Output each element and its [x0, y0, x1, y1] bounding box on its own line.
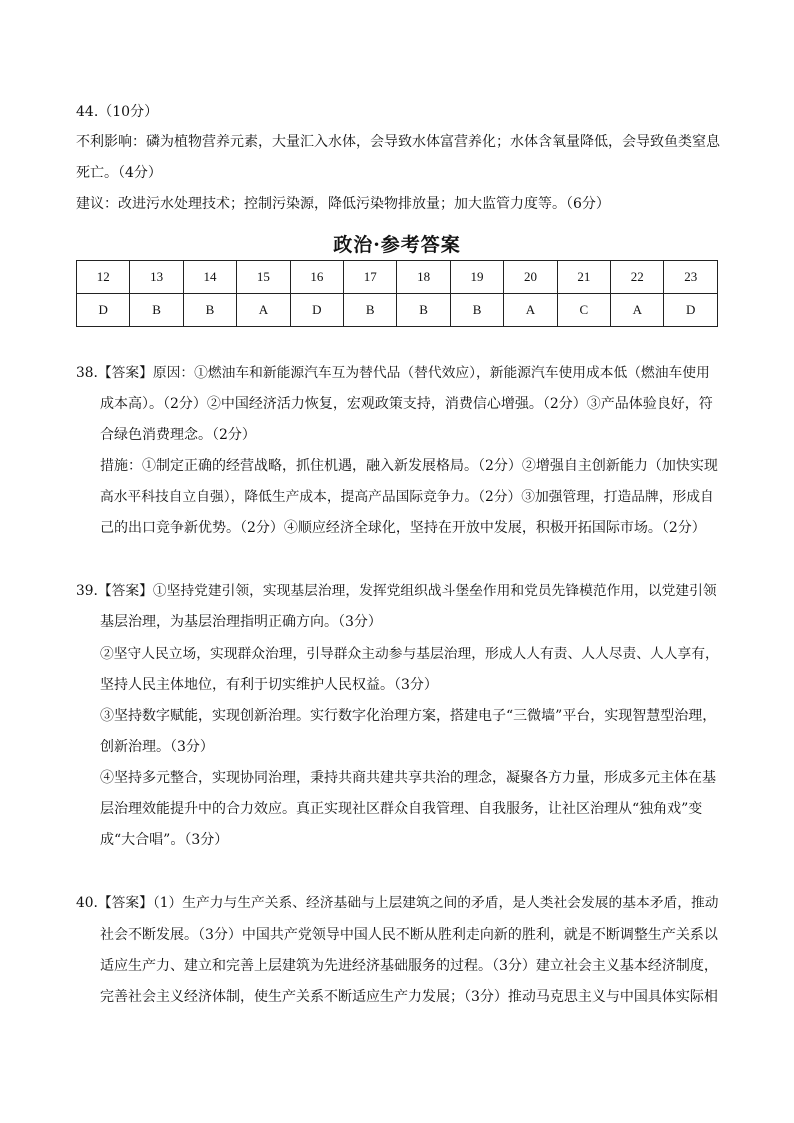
- answer-cell: C: [557, 294, 610, 327]
- q38-line-4: 措施：①制定正确的经营战略，抓住机遇，融入新发展格局。（2分）②增强自主创新能力（加快实现: [100, 458, 718, 474]
- answer-cell: D: [77, 294, 130, 327]
- q39-line-8: 层治理效能提升中的合力效应。真正实现社区群众自我管理、自我服务，让社区治理从“独角戏”变: [100, 801, 703, 817]
- q39-line-2: 基层治理，为基层治理指明正确方向。（3分）: [100, 614, 382, 630]
- q39-line-5: ③坚持数字赋能，实现创新治理。实行数字化治理方案，搭建电子“三微墙”平台，实现智慧型治理，: [100, 708, 717, 724]
- q40-line-4: 完善社会主义经济体制，使生产关系不断适应生产力发展；（3分）推动马克思主义与中国具体实际相: [100, 989, 718, 1005]
- q39-line-4: 坚持人民主体地位，有利于切实维护人民权益。（3分）: [100, 677, 438, 693]
- question-number-cell: 18: [397, 261, 450, 294]
- q39-line-1: 39.【答案】①坚持党建引领，实现基层治理，发挥党组织战斗堡垒作用和党员先锋模范作用，以党建引领: [76, 583, 717, 599]
- answer-cell: B: [130, 294, 183, 327]
- q38-line-3: 合绿色消费理念。（2分）: [100, 427, 256, 443]
- q44-line-2: 死亡。（4分）: [76, 165, 162, 181]
- question-number-cell: 20: [504, 261, 557, 294]
- q39-line-6: 创新治理。（3分）: [100, 739, 214, 755]
- answer-key-table: [76, 260, 718, 327]
- question-number-cell: 22: [611, 261, 664, 294]
- question-number-cell: 13: [130, 261, 183, 294]
- q44-heading: 44.（10分）: [76, 104, 159, 120]
- q40-line-1: 40.【答案】（1）生产力与生产关系、经济基础与上层建筑之间的矛盾，是人类社会发展的基本矛盾，推动: [76, 895, 719, 911]
- question-number-cell: 15: [237, 261, 290, 294]
- answer-cell: A: [504, 294, 557, 327]
- q40-line-3: 适应生产力、建立和完善上层建筑为先进经济基础服务的过程。（3分）建立社会主义基本经济制度，: [100, 958, 718, 974]
- question-number-cell: 21: [557, 261, 610, 294]
- q39-line-3: ②坚守人民立场，实现群众治理，引导群众主动参与基层治理，形成人人有责、人人尽责、人人享有，: [100, 646, 719, 662]
- q44-line-1: 不利影响：磷为植物营养元素，大量汇入水体，会导致水体富营养化；水体含氧量降低，会导致鱼类窒息: [76, 134, 720, 150]
- question-number-cell: 23: [664, 261, 718, 294]
- question-number-cell: 17: [344, 261, 397, 294]
- question-number-cell: 19: [450, 261, 503, 294]
- q40-line-2: 社会不断发展。（3分）中国共产党领导中国人民不断从胜利走向新的胜利，就是不断调整生产关系以: [100, 927, 718, 943]
- answer-cell: B: [397, 294, 450, 327]
- answer-cell: B: [183, 294, 236, 327]
- answer-cell: A: [611, 294, 664, 327]
- answer-table-answer-row: [77, 294, 718, 327]
- answer-cell: B: [344, 294, 397, 327]
- answer-cell: D: [664, 294, 718, 327]
- q38-line-6: 己的出口竞争新优势。（2分）④顺应经济全球化，坚持在开放中发展，积极开拓国际市场。（2分）: [100, 520, 706, 536]
- q39-line-9: 成“大合唱”。（3分）: [100, 832, 229, 848]
- q38-line-2: 成本高）。（2分）②中国经济活力恢复，宏观政策支持，消费信心增强。（2分）③产品体验良好，符: [100, 396, 713, 412]
- politics-answer-title: 政治·参考答案: [333, 234, 461, 256]
- q39-line-7: ④坚持多元整合，实现协同治理，秉持共商共建共享共治的理念，凝聚各方力量，形成多元主体在基: [100, 770, 716, 786]
- answer-table-number-row: [77, 261, 718, 294]
- answer-cell: A: [237, 294, 290, 327]
- answer-cell: D: [290, 294, 343, 327]
- question-number-cell: 16: [290, 261, 343, 294]
- q38-line-5: 高水平科技自立自强），降低生产成本，提高产品国际竞争力。（2分）③加强管理，打造品牌，形成自: [100, 489, 714, 505]
- q44-line-3: 建议：改进污水处理技术；控制污染源，降低污染物排放量；加大监管力度等。（6分）: [76, 196, 610, 212]
- question-number-cell: 12: [77, 261, 130, 294]
- question-number-cell: 14: [183, 261, 236, 294]
- answer-cell: B: [450, 294, 503, 327]
- q38-line-1: 38.【答案】原因：①燃油车和新能源汽车互为替代品（替代效应），新能源汽车使用成本低（燃油车使用: [76, 365, 710, 381]
